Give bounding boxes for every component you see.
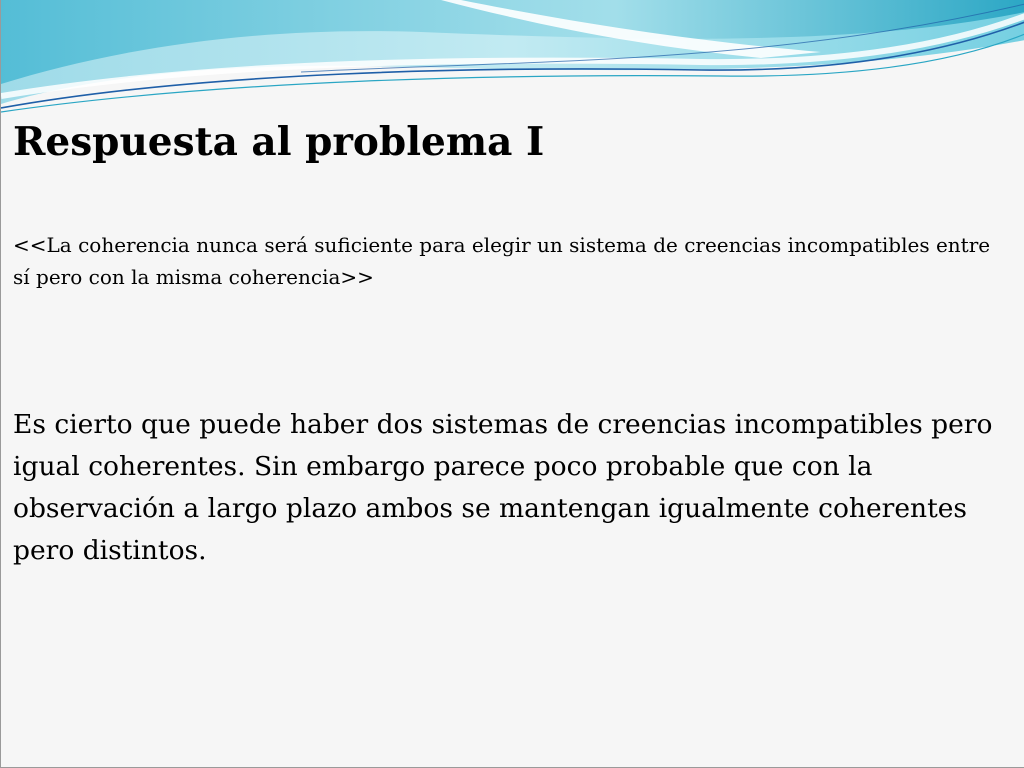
quote-text: <<La coherencia nunca será suficiente para elegir un sistema de creencias incompatibles entre sí pero con la misma coherencia>> (13, 233, 991, 289)
decorative-wave-banner (1, 0, 1024, 120)
slide-title: Respuesta al problema I (13, 119, 545, 165)
body-paragraph: Es cierto que puede haber dos sistemas de creencias incompatibles pero igual coherentes. Sin embargo parece poco probable que con la observación a largo plazo ambos se mantengan igualmente coherentes pero distintos. (13, 409, 993, 566)
